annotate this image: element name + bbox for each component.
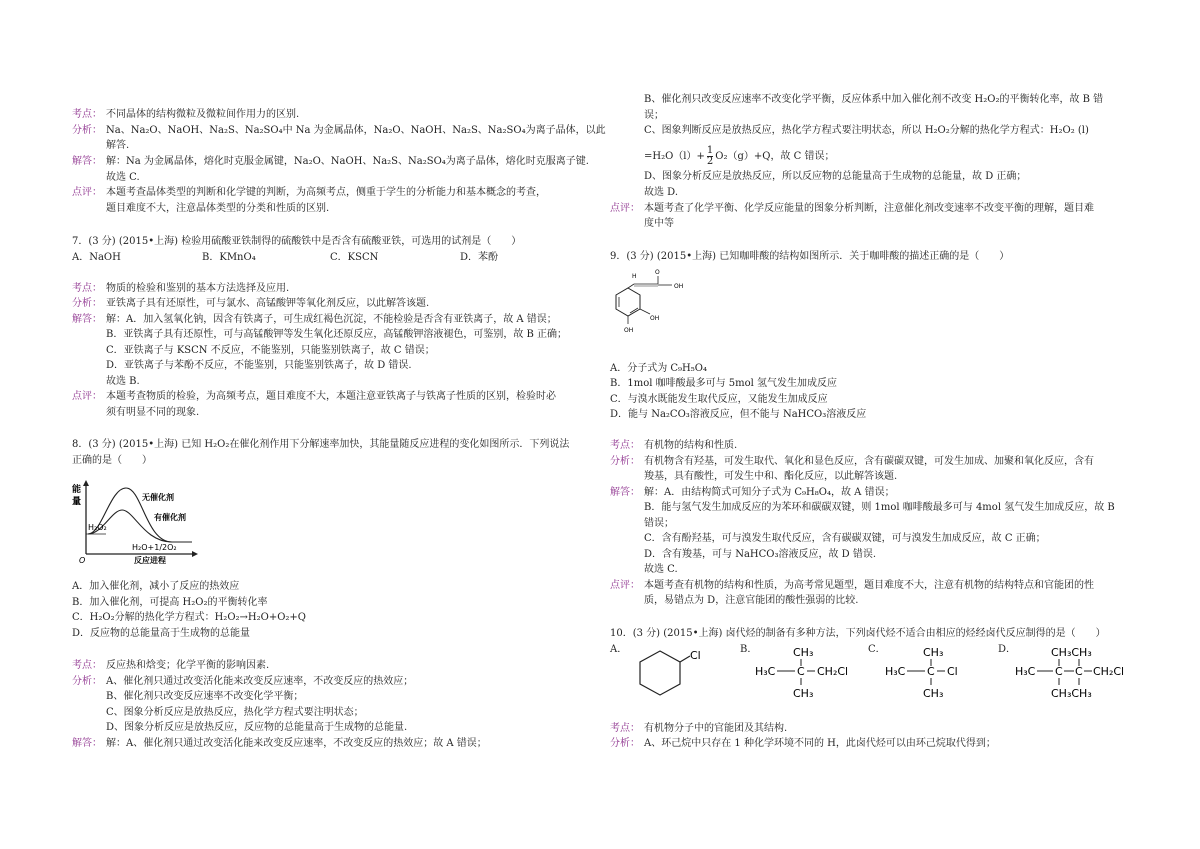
q7-jieda-d: D．亚铁离子与苯酚不反应，不能鉴别，只能鉴别铁离子，故 D 错误. <box>106 360 412 371</box>
q8-opt-d: D．反应物的总能量高于生成物的总能量 <box>72 628 251 639</box>
q9-fenxi-cont: 羧基，具有酸性，可发生中和、酯化反应，以此解答该题. <box>644 471 898 482</box>
q8-fenxi-d: D、图象分析反应是放热反应，反应物的总能量高于生成物的总能量. <box>106 722 408 733</box>
fig-label-with-catalyst: 有催化剂 <box>154 513 186 522</box>
q8-answer: 故选 D. <box>644 187 679 198</box>
q6-answer: 故选 C. <box>106 172 140 183</box>
b-left: H₃C <box>755 665 776 678</box>
q7-opt-d: D．苯酚 <box>460 252 499 263</box>
fig-product: H₂O+1/2O₂ <box>132 543 177 552</box>
q7-opt-c: C．KSCN <box>330 252 379 263</box>
c-right: Cl <box>947 665 958 678</box>
energy-diagram <box>72 478 202 564</box>
b-right: CH₂Cl <box>817 665 849 678</box>
q9-jieda-d: D．含有羧基，可与 NaHCO₃溶液反应，故 D 错误. <box>644 549 877 560</box>
c-left: H₃C <box>885 665 906 678</box>
q8-stem-cont: 正确的是（ ） <box>72 455 152 466</box>
q9-jieda-b: B．能与氢气发生加成反应的为苯环和碳碳双键，则 1mol 咖啡酸最多可与 4mol 氢气发生加成反应，故 B <box>644 502 1115 513</box>
q8-jieda-b-cont: 误； <box>644 110 664 121</box>
b-bottom: CH₃ <box>793 687 814 700</box>
q9-opt-c: C．与溴水既能发生取代反应，又能发生加成反应 <box>610 394 828 405</box>
q7-stem: 7．(3 分) (2015•上海) 检验用硫酸亚铁制得的硫酸铁中是否含有硫酸亚铁，可选用的试剂是（ ） <box>72 236 522 247</box>
c-c: C <box>927 665 935 678</box>
q7-opt-a: A．NaOH <box>72 252 121 263</box>
fig-oh-2: OH <box>624 327 634 334</box>
fig-oh-1: OH <box>650 315 660 322</box>
b-c: C <box>797 665 805 678</box>
q10-opt-b: B． <box>740 644 758 655</box>
q10-opt-c: C． <box>868 644 886 655</box>
fig-ylabel-1: 能 <box>72 485 82 495</box>
fig-oh-acid: OH <box>674 283 684 290</box>
d-right: CH₂Cl <box>1093 665 1125 678</box>
q10-structure-b <box>755 645 865 701</box>
q8-stem: 8．(3 分) (2015•上海) 已知 H₂O₂在催化剂作用下分解速率加快，其能量随反应进程的变化如图所示．下列说法 <box>72 439 570 450</box>
q9-dianping-cont: 质，易错点为 D，注意官能团的酸性强弱的比较. <box>644 595 859 606</box>
fig-o: O <box>655 269 660 276</box>
q10-structure-a <box>630 645 720 701</box>
d-c2: C <box>1075 665 1083 678</box>
q10-structure-d <box>1015 645 1140 701</box>
q8-jieda-c: C、图象判断反应是放热反应，热化学方程式要注明状态，所以 H₂O₂分解的热化学方程式：H₂O₂ (l) <box>644 125 1089 136</box>
q9-jieda-c: C．含有酚羟基，可与溴发生取代反应，含有碳碳双键，可与溴发生加成反应，故 C 正确； <box>644 533 1046 544</box>
q10-opt-d: D． <box>998 644 1017 655</box>
q9-stem: 9．(3 分) (2015•上海) 已知咖啡酸的结构如图所示．关于咖啡酸的描述正确的是（ ） <box>610 251 1010 262</box>
q8-opt-c: C．H₂O₂分解的热化学方程式：H₂O₂→H₂O+O₂+Q <box>72 612 306 623</box>
q8-jieda-b: B、催化剂只改变反应速率不改变化学平衡，反应体系中加入催化剂不改变 H₂O₂的平衡转化率，故 B 错 <box>644 94 1104 105</box>
q8-opt-a: A．加入催化剂，减小了反应的热效应 <box>72 581 240 592</box>
a-cl: Cl <box>690 649 701 662</box>
caffeic-acid-structure <box>610 268 700 358</box>
fig-reactant: H₂O₂ <box>88 523 107 532</box>
exam-page: 考点： 不同晶体的结构微粒及微粒间作用力的区别. 分析： Na、Na₂O、NaOH、Na₂S、Na₂SO₄中 Na 为金属晶体，Na₂O、NaOH、Na₂S、Na₂SO₄为离子晶体，以此 解答. 解答： 解：Na 为金属晶体，熔化时克服金属键，Na₂O、NaOH、Na₂S、Na₂SO₄为离子晶体，熔化时克服离子键. 故选 C. 点评： 本题考查晶体类型的判断和化学键的判断，为高频考点，侧重于学生的分析能力和基本概念的考查， 题目难度不大，注意晶体类型的分类和性质的区别. 7．(3 分) (2015•上海) 检验用硫酸亚铁制得的硫酸铁中是否含有硫酸亚铁，可选用的试剂是（ ） A．NaOH B．KMnO₄ C．KSCN D．苯酚 考点： 物质的检验和鉴别的基本方法选择及应用. 分析： 亚铁离子具有还原性，可与氯水、高锰酸钾等氧化剂反应，以此解答该题. 解答： 解：A．加入氢氧化钠，因含有铁离子，可生成红褐色沉淀，不能检验是否含有亚铁离子，故 A 错误； B．亚铁离子具有还原性，可与高锰酸钾等发生氧化还原反应，高锰酸钾溶液褪色，可鉴别，故 B 正确； C．亚铁离子与 KSCN 不反应，不能鉴别，只能鉴别铁离子，故 C 错误； D．亚铁离子与苯酚不反应，不能鉴别，只能鉴别铁离子，故 D 错误. 故选 B. 点评： 本题考查物质的检验，为高频考点，题目难度不大，本题注意亚铁离子与铁离子性质的区别，检验时必 须有明显不同的现象. 8．(3 分) (2015•上海) 已知 H₂O₂在催化剂作用下分解速率加快，其能量随反应进程的变化如图所示．下列说法 正确的是（ ） 能 量 无催化剂 有催化剂 H₂O₂ H₂O+1/2O₂ 反应进程 O A．加入催化剂，减小了反应的热效应 B．加入催化剂，可提高 H₂O₂的平衡转化率 C．H₂O₂分解的热化学方程式：H₂O₂→H₂O+O₂+Q D．反应物的总能量高于生成物的总能量 考点： 反应热和焓变；化学平衡的影响因素. 分析： A、催化剂只通过改变活化能来改变反应速率，不改变反应的热效应； B、催化剂只改变反应速率不改变化学平衡； C、图象分析反应是放热反应，热化学方程式要注明状态； D、图象分析反应是放热反应，反应物的总能量高于生成物的总能量. 解答： 解：A、催化剂只通过改变活化能来改变反应速率，不改变反应的热效应；故 A 错误； B、催化剂只改变反应速率不改变化学平衡，反应体系中加入催化剂不改变 H₂O₂的平衡转化率，故 B 错 误； C、图象判断反应是放热反应，热化学方程式要注明状态，所以 H₂O₂分解的热化学方程式：H₂O₂ (l) =H₂O（l）+ $\frac{1}{2}$ O₂（g）+Q，故 C 错误； D、图象分析反应是放热反应，所以反应物的总能量高于生成物的总能量，故 D 正确； 故选 D. 点评： 本题考查了化学平衡、化学反应能量的图象分析判断，注意催化剂改变速率不改变平衡的理解，题目难 度中等 9．(3 分) (2015•上海) 已知咖啡酸的结构如图所示．关于咖啡酸的描述正确的是（ ） H O OH OH OH A．分子式为 C₉H₅O₄ B．1mol 咖啡酸最多可与 5mol 氢气发生加成反应 C．与溴水既能发生取代反应，又能发生加成反应 D．能与 Na₂CO₃溶液反应，但不能与 NaHCO₃溶液反应 考点： 有机物的结构和性质. 分析： 有机物含有羟基，可发生取代、氧化和显色反应，含有碳碳双键，可发生加成、加聚和氧化反应，含有 羧基，具有酸性，可发生中和、酯化反应，以此解答该题. 解答： 解：A．由结构简式可知分子式为 C₉H₈O₄，故 A 错误； B．能与氢气发生加成反应的为苯环和碳碳双键，则 1mol 咖啡酸最多可与 4mol 氢气发生加成反应，故 B 错误； C．含有酚羟基，可与溴发生取代反应，含有碳碳双键，可与溴发生加成反应，故 C 正确； D．含有羧基，可与 NaHCO₃溶液反应，故 D 错误. 故选 C. 点评： 本题考查有机物的结构和性质，为高考常见题型，题目难度不大，注意有机物的结构特点和官能团的性 质，易错点为 D，注意官能团的酸性强弱的比较. 10．(3 分) (2015•上海) 卤代烃的制备有多种方法，下列卤代烃不适合由相应的烃经卤代反应制得的是（ ） A． B． C． D． Cl CH₃ H₃C C CH₂Cl CH₃ CH₃ H₃C C Cl CH₃ CH₃CH₃ H₃C C C CH₂Cl CH₃CH₃ 考点： 有机物分子中的官能团及其结构. 分析： A、环己烷中只存在 1 种化学环境不同的 H，此卤代烃可以由环己烷取代得到； <box>0 0 1200 849</box>
q9-opt-a: A．分子式为 C₉H₅O₄ <box>610 363 707 374</box>
q8-jieda-c-eq: =H₂O（l）+ $\frac{1}{2}$ O₂（g）+Q，故 C 错误； <box>644 145 835 167</box>
q10-structure-c <box>885 645 975 701</box>
fig-xlabel: 反应进程 <box>134 556 166 564</box>
q6-fenxi-cont: 解答. <box>106 140 130 151</box>
c-bottom: CH₃ <box>923 687 944 700</box>
d-left: H₃C <box>1015 665 1036 678</box>
c-top: CH₃ <box>923 646 944 659</box>
q6-dianping-cont: 题目难度不大，注意晶体类型的分类和性质的区别. <box>106 203 330 214</box>
d-bottom: CH₃CH₃ <box>1051 687 1092 700</box>
q8-opt-b: B．加入催化剂，可提高 H₂O₂的平衡转化率 <box>72 597 268 608</box>
q10-opt-a: A． <box>610 644 628 655</box>
fig-origin: O <box>79 556 86 564</box>
q7-opt-b: B．KMnO₄ <box>202 252 256 263</box>
q9-answer: 故选 C. <box>644 564 678 575</box>
q8-jieda-d: D、图象分析反应是放热反应，所以反应物的总能量高于生成物的总能量，故 D 正确； <box>644 171 1027 182</box>
q7-jieda-b: B．亚铁离子具有还原性，可与高锰酸钾等发生氧化还原反应，高锰酸钾溶液褪色，可鉴别，故 B 正确； <box>106 329 568 340</box>
b-top: CH₃ <box>793 646 814 659</box>
fig-ylabel-2: 量 <box>72 497 82 507</box>
q8-dianping-cont: 度中等 <box>644 218 674 229</box>
q9-opt-b: B．1mol 咖啡酸最多可与 5mol 氢气发生加成反应 <box>610 378 838 389</box>
d-top: CH₃CH₃ <box>1051 646 1092 659</box>
q9-opt-d: D．能与 Na₂CO₃溶液反应，但不能与 NaHCO₃溶液反应 <box>610 409 867 420</box>
fig-label-no-catalyst: 无催化剂 <box>142 493 174 502</box>
fraction-half: $\frac{1}{2}$ <box>706 145 714 167</box>
q9-jieda-b-cont: 错误； <box>644 518 674 529</box>
d-c1: C <box>1055 665 1063 678</box>
q7-answer: 故选 B. <box>106 376 140 387</box>
q8-fenxi-b: B、催化剂只改变反应速率不改变化学平衡； <box>106 691 304 702</box>
q8-fenxi-c: C、图象分析反应是放热反应，热化学方程式要注明状态； <box>106 707 364 718</box>
fig-h: H <box>632 273 637 280</box>
q10-stem: 10．(3 分) (2015•上海) 卤代烃的制备有多种方法，下列卤代烃不适合由相应的烃经卤代反应制得的是（ ） <box>610 628 1106 639</box>
q7-jieda-c: C．亚铁离子与 KSCN 不反应，不能鉴别，只能鉴别铁离子，故 C 错误； <box>106 345 435 356</box>
q7-dianping-cont: 须有明显不同的现象. <box>106 407 200 418</box>
